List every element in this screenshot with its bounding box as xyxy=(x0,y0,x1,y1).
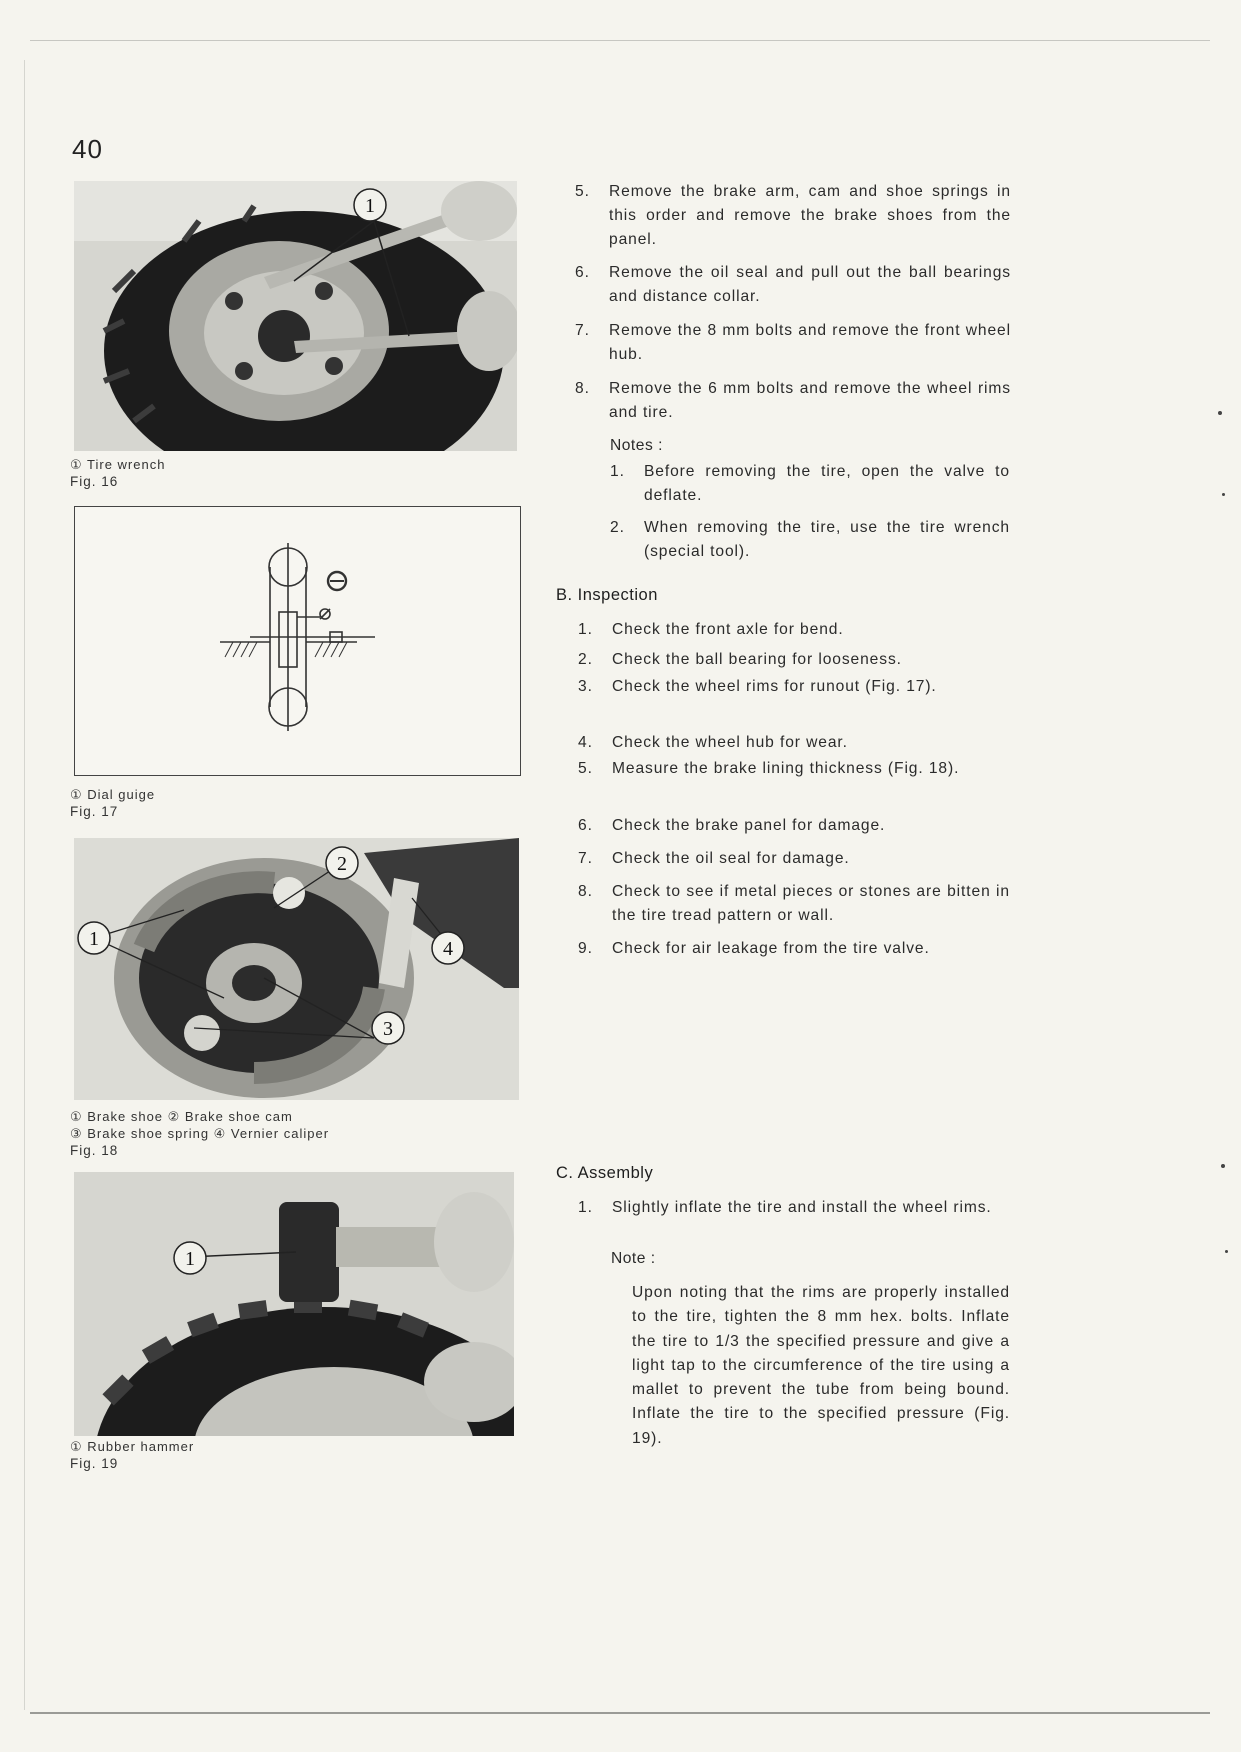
note-number: 1. xyxy=(610,463,625,480)
step-text: Remove the 6 mm bolts and remove the wheel rims and tire. xyxy=(609,380,1011,421)
step-number: 3. xyxy=(578,678,593,695)
list-item xyxy=(610,516,1010,564)
step-text: Check the front axle for bend. xyxy=(612,621,844,638)
step-number: 9. xyxy=(578,940,593,957)
left-rule xyxy=(24,60,25,1710)
figure-18-caption-item: ① Brake shoe ② Brake shoe cam xyxy=(70,1109,293,1124)
step-text: Check for air leakage from the tire valve. xyxy=(612,940,930,957)
fig18-callout-2: 2 xyxy=(337,853,347,875)
step-text: Check the wheel hub for wear. xyxy=(612,734,848,751)
figure-19-caption xyxy=(70,1438,194,1472)
step-number: 7. xyxy=(575,322,590,339)
figure-17-caption xyxy=(70,786,155,820)
page-number: 40 xyxy=(72,134,103,164)
step-number: 2. xyxy=(578,651,593,668)
step-number: 4. xyxy=(578,734,593,751)
bottom-rule xyxy=(30,1712,1210,1714)
list-item xyxy=(575,261,1011,309)
step-number: 6. xyxy=(578,817,593,834)
step-text: Remove the oil seal and pull out the ball bearings and distance collar. xyxy=(609,264,1011,305)
step-number: 7. xyxy=(578,850,593,867)
list-item xyxy=(578,1196,1010,1220)
note-text: When removing the tire, use the tire wrench (special tool). xyxy=(644,519,1010,560)
list-item xyxy=(575,180,1011,252)
fig18-callout-4: 4 xyxy=(443,938,453,960)
list-item xyxy=(578,618,1010,642)
figure-16-caption-item: ① Tire wrench xyxy=(70,457,166,472)
note-label: Note : xyxy=(611,1250,656,1267)
list-item xyxy=(578,675,1010,699)
figure-17-diagram xyxy=(74,506,521,776)
step-text: Check to see if metal pieces or stones are bitten in the tire tread pattern or wall. xyxy=(612,883,1010,924)
step-text: Remove the brake arm, cam and shoe springs in this order and remove the brake shoes from the panel. xyxy=(609,183,1011,248)
list-item xyxy=(578,814,1010,838)
assembly-heading: C. Assembly xyxy=(556,1164,654,1182)
notes-label: Notes : xyxy=(610,437,663,454)
fig18-callout-3: 3 xyxy=(383,1018,393,1040)
figure-19-caption-item: ① Rubber hammer xyxy=(70,1439,195,1454)
top-rule xyxy=(30,40,1210,41)
assembly-note-text: Upon noting that the rims are properly installed to the tire, tighten the 8 mm hex. bolts. Inflate the tire to 1/3 the specified pressure and give a light tap to the circumference of the tire using a mallet to prevent the tube from being bound. Inflate the tire to the specified pressure (Fig. 19). xyxy=(632,1284,1010,1447)
list-item xyxy=(578,880,1010,928)
step-text: Check the ball bearing for looseness. xyxy=(612,651,902,668)
fig16-callout-1: 1 xyxy=(365,195,375,217)
figure-17-caption-item: ① Dial guige xyxy=(70,787,156,802)
list-item xyxy=(578,847,1010,871)
inspection-heading: B. Inspection xyxy=(556,586,658,604)
step-text: Check the wheel rims for runout (Fig. 17). xyxy=(612,678,937,695)
list-item xyxy=(610,460,1010,508)
step-text: Remove the 8 mm bolts and remove the front wheel hub. xyxy=(609,322,1011,363)
figure-16-label: Fig. 16 xyxy=(70,474,119,489)
figure-18-label: Fig. 18 xyxy=(70,1143,119,1158)
scan-speck xyxy=(1222,493,1225,496)
list-item xyxy=(578,757,1010,781)
step-number: 5. xyxy=(578,760,593,777)
fig19-callout-1: 1 xyxy=(185,1248,195,1270)
step-number: 8. xyxy=(578,883,593,900)
figure-18-photo xyxy=(74,838,519,1100)
scan-speck xyxy=(1221,1164,1225,1168)
step-text: Check the oil seal for damage. xyxy=(612,850,850,867)
list-item xyxy=(575,319,1011,367)
fig18-callout-1: 1 xyxy=(89,928,99,950)
step-number: 6. xyxy=(575,264,590,281)
note-text: Before removing the tire, open the valve to deflate. xyxy=(644,463,1010,504)
step-text: Measure the brake lining thickness (Fig. 18). xyxy=(612,760,960,777)
list-item xyxy=(578,937,1010,961)
list-item xyxy=(578,648,1010,672)
figure-19-label: Fig. 19 xyxy=(70,1456,119,1471)
figure-19-photo xyxy=(74,1172,514,1436)
note-number: 2. xyxy=(610,519,625,536)
step-text: Slightly inflate the tire and install the wheel rims. xyxy=(612,1199,992,1216)
step-text: Check the brake panel for damage. xyxy=(612,817,886,834)
step-number: 8. xyxy=(575,380,590,397)
figure-18-caption-item: ③ Brake shoe spring ④ Vernier caliper xyxy=(70,1126,330,1141)
figure-16-caption xyxy=(70,456,165,490)
step-number: 1. xyxy=(578,1199,593,1216)
list-item xyxy=(578,731,1010,755)
scan-speck xyxy=(1225,1250,1228,1253)
list-item xyxy=(575,377,1011,425)
scan-speck xyxy=(1218,411,1222,415)
figure-18-caption xyxy=(70,1108,329,1159)
step-number: 1. xyxy=(578,621,593,638)
figure-17-label: Fig. 17 xyxy=(70,804,119,819)
step-number: 5. xyxy=(575,183,590,200)
figure-16-photo xyxy=(74,181,517,451)
